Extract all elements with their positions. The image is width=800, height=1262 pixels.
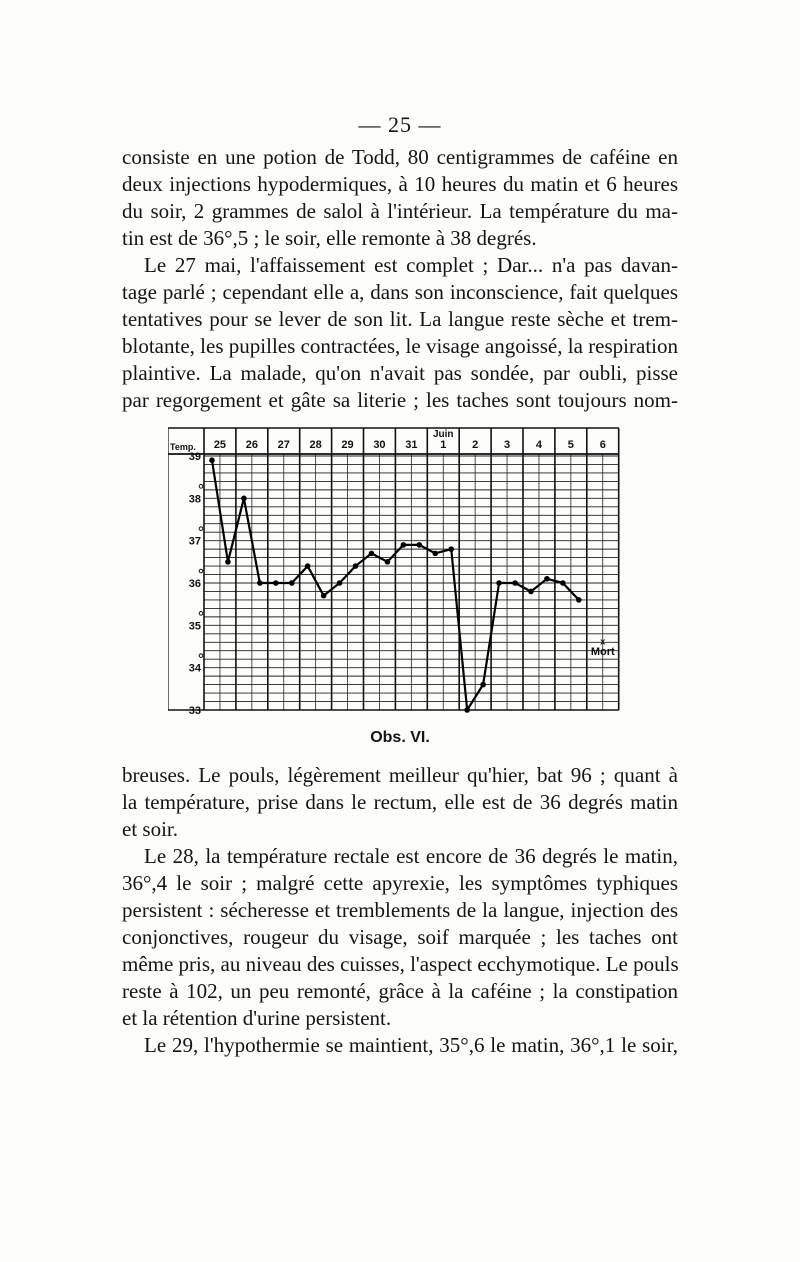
data-point [496, 580, 502, 586]
y-tick-label: 36 [188, 578, 201, 590]
text-line: consiste en une potion de Todd, 80 centigrammes de caféine en [122, 145, 678, 169]
month-label: Juin [432, 429, 454, 440]
data-point [512, 580, 518, 586]
paragraph-continuation-2 [122, 762, 678, 843]
degree-mark [199, 612, 203, 616]
text-line: 36°,4 le soir ; malgré cette apyrexie, les symptômes typhiques [122, 871, 678, 895]
data-point [353, 563, 359, 569]
text-line: plaintive. La malade, qu'on n'avait pas sondée, par oubli, pisse [122, 361, 678, 385]
paragraph-28 [122, 843, 678, 1032]
data-point [528, 589, 534, 595]
x-tick-label: 4 [535, 439, 543, 451]
bottom-text-block [122, 762, 678, 1059]
text-line: blotante, les pupilles contractées, le visage angoissé, la respiration [122, 334, 678, 358]
text-line: breuses. Le pouls, légèrement meilleur qu'hier, bat 96 ; quant à [122, 763, 678, 787]
data-point [432, 551, 438, 557]
degree-mark [199, 569, 203, 573]
data-point [560, 580, 566, 586]
text-line: tin est de 36°,5 ; le soir, elle remonte à 38 degrés. [122, 226, 537, 250]
temp-header-label: Temp. [170, 442, 196, 452]
text-line: Le 29, l'hypothermie se maintient, 35°,6 le matin, 36°,1 le soir, [144, 1033, 678, 1057]
temperature-chart [168, 418, 628, 718]
top-text-block [122, 144, 678, 414]
paragraph-continuation [122, 144, 678, 252]
data-point [464, 707, 470, 713]
paragraph-29 [122, 1032, 678, 1059]
text-line: deux injections hypodermiques, à 10 heures du matin et 6 heures [122, 172, 678, 196]
death-label: Mort [590, 645, 615, 658]
text-line: persistent : sécheresse et tremblements de la langue, injection des [122, 898, 678, 922]
data-point [257, 580, 263, 586]
text-line: et la rétention d'urine persistent. [122, 1006, 392, 1030]
data-point [401, 542, 407, 548]
page-number: — 25 — [358, 112, 442, 137]
degree-mark [199, 527, 203, 531]
death-marker: x [600, 636, 606, 647]
x-tick-label: 5 [567, 439, 574, 451]
chart-caption: Obs. VI. [370, 729, 430, 746]
data-point [337, 580, 343, 586]
data-point [417, 542, 423, 548]
x-tick-label: 6 [599, 439, 606, 451]
text-line: Le 27 mai, l'affaissement est complet ; Dar... n'a pas davan- [144, 253, 678, 277]
x-tick-label: 29 [341, 439, 354, 451]
text-line: même pris, au niveau des cuisses, l'aspect ecchymotique. Le pouls [122, 952, 679, 976]
text-line: reste à 102, un peu remonté, grâce à la caféine ; la constipation [122, 979, 678, 1003]
text-line: conjonctives, rougeur du visage, soif marquée ; les taches ont [122, 925, 678, 949]
x-tick-label: 30 [373, 439, 386, 451]
data-point [385, 559, 391, 565]
data-point [576, 597, 582, 603]
x-tick-label: 2 [472, 439, 479, 451]
data-point [544, 576, 550, 582]
data-point [448, 546, 454, 552]
text-line: tage parlé ; cependant elle a, dans son inconscience, fait quelques [122, 280, 678, 304]
text-line: tentatives pour se lever de son lit. La langue reste sèche et trem- [122, 307, 678, 331]
x-tick-label: 26 [245, 439, 258, 451]
x-tick-label: 3 [503, 439, 511, 451]
text-line: du soir, 2 grammes de salol à l'intérieur. La température du ma- [122, 199, 678, 223]
data-point [305, 563, 311, 569]
y-tick-label: 33 [188, 705, 201, 717]
text-line: par regorgement et gâte sa literie ; les taches sont toujours nom- [122, 388, 678, 412]
x-tick-label: 27 [277, 439, 290, 451]
y-tick-label: 37 [188, 535, 201, 548]
x-tick-label: 31 [405, 439, 418, 451]
x-tick-label: 25 [213, 439, 227, 451]
x-tick-label: 28 [309, 439, 322, 451]
y-tick-label: 39 [188, 451, 201, 463]
data-point [289, 580, 295, 586]
x-tick-label: 1 [440, 439, 447, 451]
y-tick-label: 38 [188, 493, 201, 506]
degree-mark [199, 485, 203, 489]
y-tick-label: 35 [188, 620, 201, 633]
degree-mark [199, 654, 203, 658]
data-point [321, 593, 327, 599]
data-point [241, 496, 247, 502]
text-line: Le 28, la température rectale est encore de 36 degrés le matin, [144, 844, 678, 868]
text-line: la température, prise dans le rectum, elle est de 36 degrés matin [122, 790, 678, 814]
data-point [480, 682, 486, 688]
paragraph-27-mai [122, 252, 678, 414]
y-tick-label: 34 [188, 662, 201, 675]
text-line: et soir. [122, 817, 178, 841]
data-point [209, 457, 215, 463]
data-point [273, 580, 279, 586]
data-point [225, 559, 231, 565]
data-point [369, 551, 375, 557]
